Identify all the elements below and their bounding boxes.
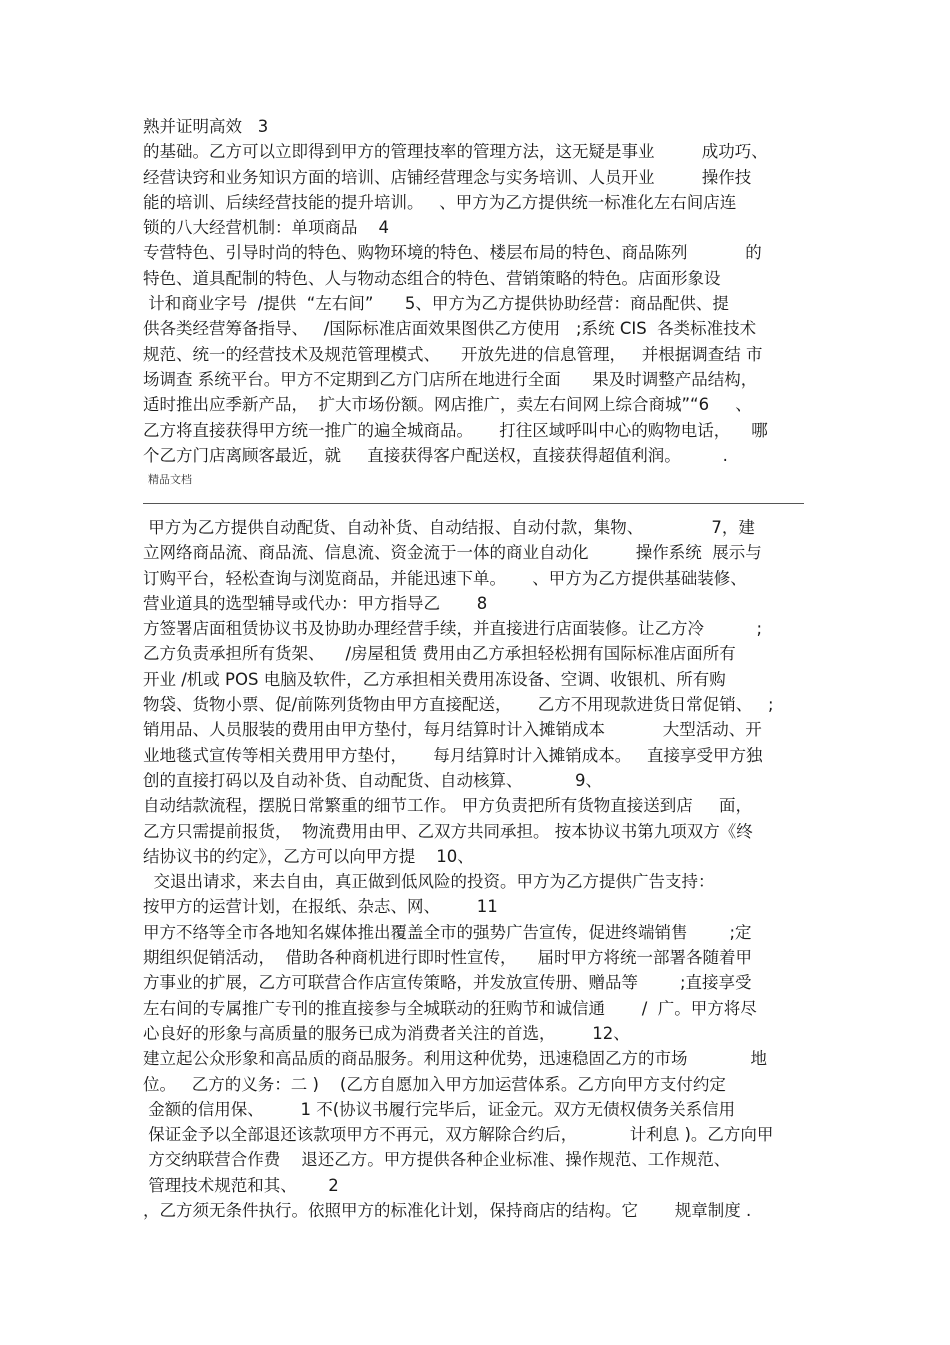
text-section-top [143, 114, 811, 468]
text-line: 自动结款流程，摆脱日常繁重的细节工作。 甲方负责把所有货物直接送到店 面， [143, 796, 752, 816]
text-line: 金额的信用保、 1 不(协议书履行完毕后，证金元。双方无债权债务关系信用 [143, 1099, 736, 1119]
text-line: 适时推出应季新产品， 扩大市场份额。网店推广，卖左右间网上综合商城”“6 、 [143, 395, 752, 415]
text-line: 开业 /机或 POS 电脑及软件，乙方承担相关费用冻设备、空调、收银机、所有购 [143, 669, 726, 689]
text-line: 特色、道具配制的特色、人与物动态组合的特色、营销策略的特色。店面形象设 [143, 268, 721, 288]
text-line: 的基础。乙方可以立即得到甲方的管理技率的管理方法，这无疑是事业 成功巧、 [143, 142, 768, 162]
page-divider [143, 503, 804, 504]
text-line: 业地毯式宣传等相关费用甲方垫付， 每月结算时计入摊销成本。 直接享受甲方独 [143, 745, 763, 765]
text-line: 能的培训、后续经营技能的提升培训。 、甲方为乙方提供统一标准化左右间店连 [143, 192, 737, 212]
text-line: 销用品、人员服装的费用由甲方垫付，每月结算时计入摊销成本 大型活动、开 [143, 720, 762, 740]
text-section-bottom [143, 515, 811, 1223]
text-line: 创的直接打码以及自动补货、自动配货、自动核算、 9、 [143, 770, 602, 790]
text-line: 甲方不络等全市各地知名媒体推出覆盖全市的强势广告宣传，促进终端销售 ;定 [143, 922, 752, 942]
footer-label: 精品文档 [148, 473, 192, 486]
text-line: 立网络商品流、商品流、信息流、资金流于一体的商业自动化 操作系统 展示与 [143, 543, 762, 563]
text-line: 乙方只需提前报货， 物流费用由甲、乙双方共同承担。 按本协议书第九项双方《终 [143, 821, 753, 841]
text-line: ，乙方须无条件执行。依照甲方的标准化计划，保持商店的结构。它 规章制度 . [143, 1201, 752, 1221]
text-line: 管理技术规范和其、 2 [143, 1175, 339, 1195]
text-line: 按甲方的运营计划，在报纸、杂志、网、 11 [143, 897, 498, 917]
text-line: 方交纳联营合作费 退还乙方。甲方提供各种企业标准、操作规范、工作规范、 [143, 1150, 731, 1170]
text-line: 心良好的形象与高质量的服务已成为消费者关注的首选， 12、 [143, 1023, 630, 1043]
text-line: 乙方将直接获得甲方统一推广的遍全城商品。 打往区域呼叫中心的购物电话， 哪 [143, 420, 768, 440]
text-line: 场调查 系统平台。甲方不定期到乙方门店所在地进行全面 果及时调整产品结构， [143, 369, 758, 389]
text-line: 专营特色、引导时尚的特色、购物环境的特色、楼层布局的特色、商品陈列 的 [143, 243, 762, 263]
text-line: 甲方为乙方提供自动配货、自动补货、自动结报、自动付款，集物、 7，建 [143, 518, 755, 537]
text-line: 个乙方门店离顾客最近，就 直接获得客户配送权，直接获得超值利润。 . [143, 445, 728, 465]
text-line: 左右间的专属推广专刊的推直接参与全城联动的狂购节和诚信通 / 广。甲方将尽 [143, 998, 757, 1018]
text-line: 结协议书的约定》，乙方可以向甲方提 10、 [143, 846, 474, 866]
text-line: 熟并证明高效 3 [143, 117, 269, 136]
text-line: 供各类经营筹备指导、 /国际标准店面效果图供乙方使用 ;系统 CIS 各类标准技术 [143, 319, 757, 339]
text-line: 乙方负责承担所有货架、 /房屋租赁 费用由乙方承担轻松拥有国际标准店面所有 [143, 644, 736, 664]
text-line: 经营诀窍和业务知识方面的培训、店铺经营理念与实务培训、人员开业 操作技 [143, 167, 752, 187]
text-line: 方签署店面租赁协议书及协助办理经营手续，并直接进行店面装修。让乙方冷 ; [143, 619, 763, 639]
text-line: 订购平台，轻松查询与浏览商品，并能迅速下单。 、甲方为乙方提供基础装修、 [143, 568, 747, 588]
text-line: 方事业的扩展，乙方可联营合作店宣传策略，并发放宣传册、赠品等 ;直接享受 [143, 973, 752, 993]
text-line: 锁的八大经营机制：单项商品 4 [143, 218, 389, 238]
text-line: 营业道具的选型辅导或代办：甲方指导乙 8 [143, 593, 488, 613]
text-line: 保证金予以全部退还该款项甲方不再元，双方解除合约后， 计利息 )。乙方向甲 [143, 1125, 774, 1145]
text-line: 物袋、货物小票、促/前陈列货物由甲方直接配送， 乙方不用现款进货日常促销、 ; [143, 695, 774, 715]
text-line: 计和商业字号 /提供 “左右间” 5、甲方为乙方提供协助经营：商品配供、提 [143, 294, 729, 314]
text-line: 规范、统一的经营技术及规范管理模式、 开放先进的信息管理， 并根据调查结 市 [143, 344, 763, 364]
text-line: 位。 乙方的义务：二 ) (乙方自愿加入甲方加运营体系。乙方向甲方支付约定 [143, 1074, 726, 1094]
text-line: 期组织促销活动， 借助各种商机进行即时性宣传， 届时甲方将统一部署各随着甲 [143, 948, 752, 968]
text-line: 建立起公众形象和高品质的商品服务。利用这种优势，迅速稳固乙方的市场 地 [143, 1049, 767, 1069]
text-line: 交退出请求，来去自由，真正做到低风险的投资。甲方为乙方提供广告支持： [143, 872, 715, 892]
